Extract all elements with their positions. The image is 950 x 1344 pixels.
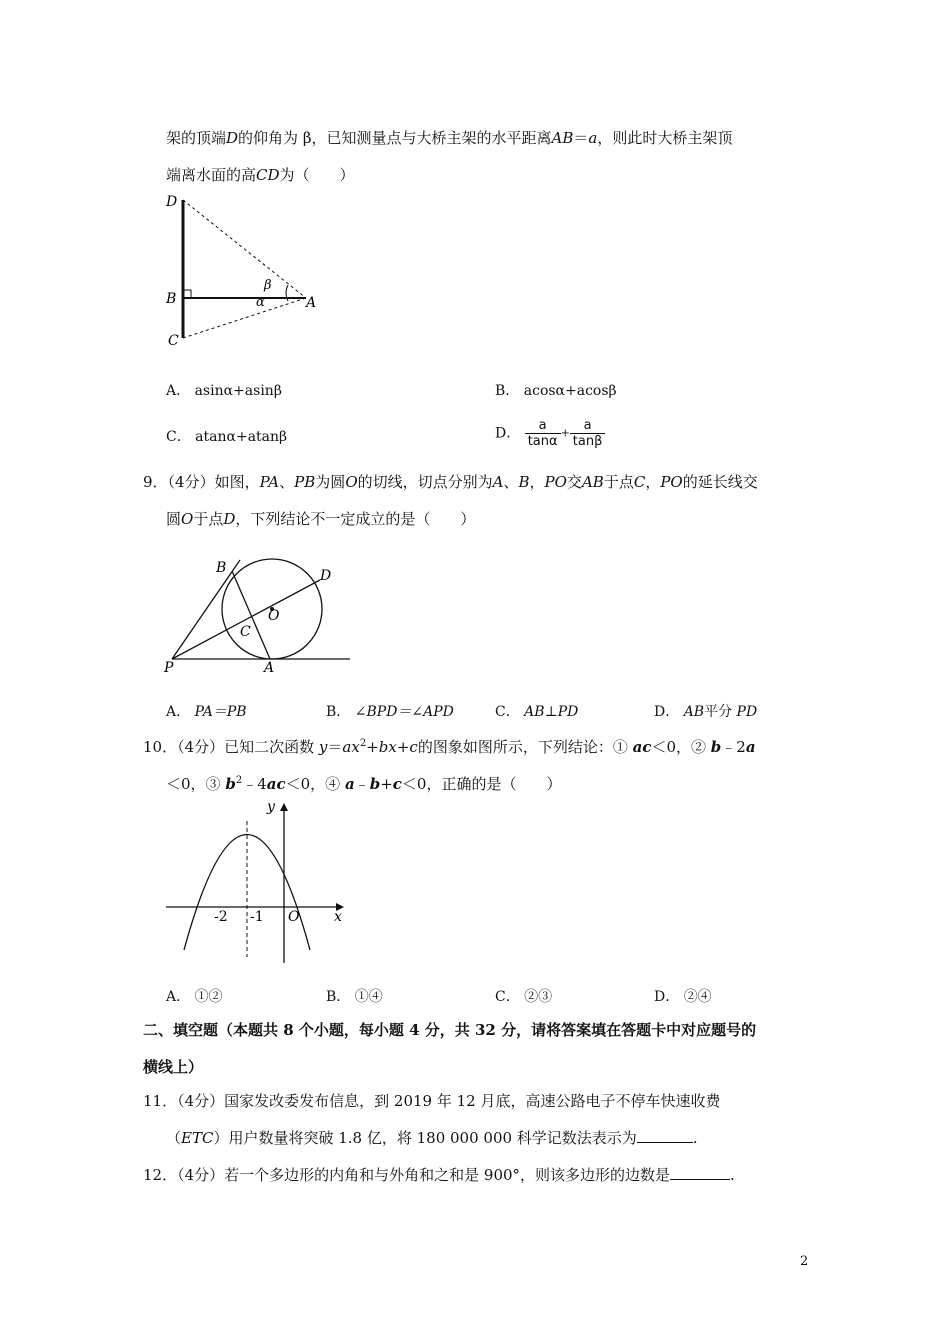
var: PA [259,473,280,491]
var: AB [581,473,604,491]
text: （4分）如图， [167,473,260,491]
page-number: 2 [800,1254,809,1269]
var: PB [294,473,316,491]
question-number: 10． [143,738,178,756]
q11-line1 [143,1091,720,1111]
q10-option-a[interactable] [166,987,223,1007]
fraction-2 [570,418,606,449]
var: PO [660,473,683,491]
text: 的切线，切点分别为 [357,473,493,491]
text: ，下列结论不一定成立的是（ ） [235,510,476,528]
var: b [369,775,381,793]
text: 圆 [166,510,182,528]
text: ﹣2 [721,738,746,756]
label-A: A [264,660,275,676]
label: A． [166,989,191,1005]
text: atanα+atanβ [195,429,288,445]
label-O: O [268,608,280,624]
denominator: tanβ [572,434,603,449]
text: 为（ ） [279,166,355,184]
text: ， [645,473,661,491]
var-D: D [226,129,239,147]
q10-line2 [166,771,561,794]
q8-option-d[interactable] [495,418,605,449]
var: y [318,738,328,756]
text: . [692,1129,698,1147]
text: PA＝PB [194,704,247,720]
label-O: O [288,909,300,925]
section2-heading-line1: 二、填空题（本题共 8 个小题，每小题 4 分，共 32 分，请将答案填在答题卡中对应题号的 [143,1021,757,1039]
text: ﹣ [354,775,370,793]
q10-option-d[interactable] [654,987,712,1007]
label: A． [166,704,191,720]
label-y: y [267,799,275,815]
text: 、 [503,473,519,491]
label-B: B [166,291,177,307]
text: ＝ [327,738,343,756]
text: （ [166,1129,182,1147]
text: ＜0，② [651,738,707,756]
label: B． [326,704,351,720]
sightline-DA [183,200,306,298]
label-C: C [240,624,251,640]
label: D． [495,425,521,442]
label-B: B [216,560,227,576]
text: 架的顶端 [166,129,227,147]
label-P: P [164,660,174,676]
label-minus-2: -2 [214,909,228,925]
text: ＜0，④ [285,775,341,793]
text: PD [736,704,758,720]
var: c [392,775,402,793]
label: B． [326,989,351,1005]
text: 的图象如图所示，下列结论：① [417,738,628,756]
q9-figure [160,550,360,680]
text: + [380,775,393,793]
plus: + [560,426,570,440]
var: O [345,473,358,491]
text: （4分）已知二次函数 [177,738,315,756]
text: acosα+acosβ [523,383,617,399]
superscript: 2 [359,738,367,749]
q8-option-b[interactable] [495,381,617,401]
var: b [225,775,236,793]
section2-heading-line2: 横线上） [143,1058,204,1076]
var: b [710,738,722,756]
text: AB [683,704,705,720]
text: 于点 [603,473,634,491]
var-a: a [588,129,598,147]
label-minus-1: -1 [250,909,264,925]
q9-line1 [143,472,758,492]
superscript: 2 [235,775,243,786]
text: ＜0，③ [166,775,221,793]
var: D [223,510,236,528]
q8-figure [160,188,330,348]
text: AB⊥PD [524,704,579,720]
q10-figure [160,795,350,970]
text: 端离水面的高 [166,166,257,184]
var: a [745,738,756,756]
text: ＝ [573,129,589,147]
text: ＜0，正确的是（ ） [401,775,562,793]
q9-option-a[interactable] [166,702,247,722]
question-number: 11． [143,1092,178,1110]
denominator: tanα [527,434,558,449]
text: ，则此时大桥主架顶 [597,129,733,147]
question-number: 12． [143,1166,178,1184]
var: a [344,775,355,793]
q8-option-a[interactable] [166,381,282,401]
label: C． [495,989,520,1005]
text: 的延长线交 [682,473,758,491]
line-PD [172,580,320,659]
q9-option-c[interactable] [495,702,578,722]
var: C [633,473,646,491]
q9-option-b[interactable] [326,702,454,722]
text: ①④ [354,989,383,1005]
label: A． [166,383,191,399]
var: PO [544,473,567,491]
q9-option-d[interactable] [654,702,757,722]
label: D． [654,989,680,1005]
text: （4分）国家发改委发布信息，到 2019 年 12 月底，高速公路电子不停车快速收费 [177,1092,721,1110]
tangent-PB [172,560,240,659]
var: ETC [181,1129,214,1147]
text: ﹣4 [242,775,267,793]
text: ②③ [524,989,553,1005]
var: O [181,510,194,528]
label-alpha: α [256,295,265,310]
text: （4分）若一个多边形的内角和与外角和之和是 900°，则该多边形的边数是 [177,1166,671,1184]
numerator: a [525,418,561,434]
var: B [518,473,530,491]
q8-option-c[interactable] [166,427,287,447]
label-beta: β [264,278,272,293]
text: 平分 [704,704,733,720]
sightline-CA [183,298,306,338]
var: A [492,473,504,491]
label-D: D [166,194,178,210]
q10-line1 [143,734,756,757]
var: ac [266,775,286,793]
q12-line [143,1165,735,1185]
var: ax [342,738,360,756]
label: C． [495,704,520,720]
q9-line2 [166,509,475,529]
text: ①② [194,989,223,1005]
label: C． [166,429,191,445]
var-AB: AB [551,129,574,147]
label: D． [654,704,680,720]
fraction-1 [525,418,561,449]
q11-line2 [166,1128,698,1148]
question-number: 9． [143,473,168,491]
var: +bx+c [366,738,418,756]
text: 交 [566,473,582,491]
numerator: a [570,418,606,434]
answer-blank[interactable] [670,1165,730,1180]
q8-line2 [166,165,355,185]
var: ac [632,738,652,756]
text: asinα+asinβ [194,383,282,399]
text: ）用户数量将突破 1.8 亿，将 180 000 000 科学记数法表示为 [213,1129,637,1147]
answer-blank[interactable] [637,1128,693,1143]
label-x: x [334,909,342,925]
label-C: C [168,333,179,348]
label-D: D [320,568,332,584]
label-A: A [306,295,317,311]
text: 的仰角为 β，已知测量点与大桥主架的水平距离 [238,129,552,147]
y-axis-arrow [280,803,288,811]
text: 为圆 [315,473,346,491]
q10-option-c[interactable] [495,987,552,1007]
text: 、 [279,473,295,491]
text: ， [529,473,545,491]
text: . [730,1166,735,1184]
q10-option-b[interactable] [326,987,383,1007]
text: ②④ [683,989,712,1005]
q8-line1 [166,128,732,148]
label: B． [495,383,520,399]
text: 于点 [193,510,224,528]
text: ∠BPD＝∠APD [354,704,454,720]
var-CD: CD [256,166,280,184]
